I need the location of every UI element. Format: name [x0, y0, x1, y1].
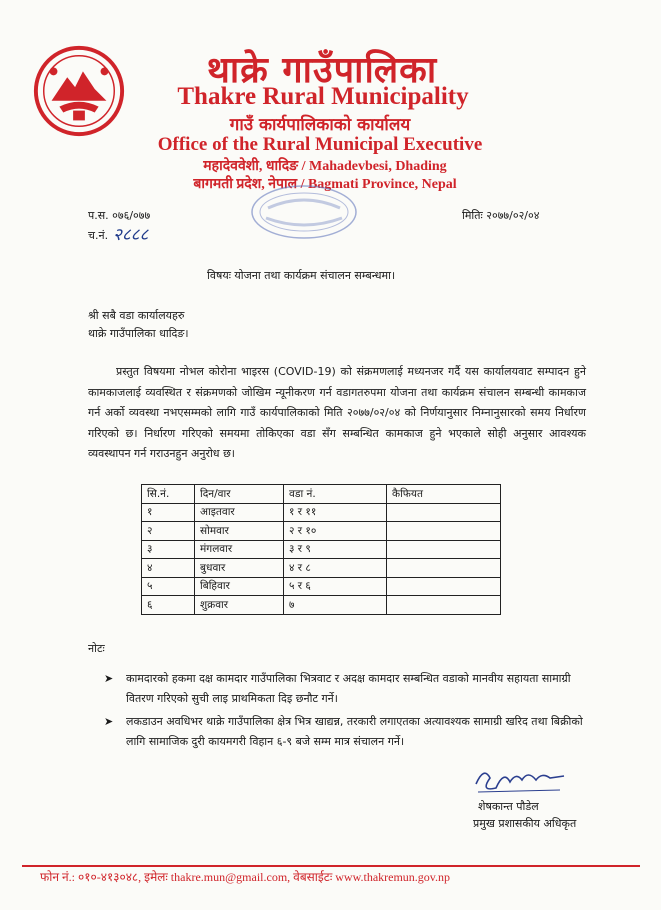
table-cell: आइतवार: [195, 503, 284, 522]
table-cell: २: [142, 522, 195, 541]
letter-date: मितिः २०७७/०२/०४: [462, 209, 540, 222]
chalani-number: २८८८: [113, 225, 149, 245]
table-cell: बुधवार: [195, 559, 284, 578]
note-text: कामदारको हकमा दक्ष कामदार गाउँपालिका भित्रवाट र अदक्ष कामदार सम्बन्धित वडाको मानवीय सहायता सामाग्री वितरण गरिएको सुची लाइ प्राथमिकता दिइ छनौट गर्ने।: [126, 672, 571, 705]
arrow-bullet-icon: ➤: [104, 672, 114, 685]
table-cell: ३ र ९: [284, 540, 387, 559]
table-cell: सोमवार: [195, 522, 284, 541]
signature-icon: [470, 762, 570, 802]
table-row: [142, 577, 501, 596]
table-cell: ५ र ६: [284, 577, 387, 596]
reference-number: प.स. ०७६/०७७: [88, 209, 151, 222]
table-cell: [387, 540, 501, 559]
table-cell: [387, 522, 501, 541]
table-cell: ४: [142, 559, 195, 578]
footer-divider: [22, 865, 640, 867]
note-text: लकडाउन अवधिभर थाक्रे गाउँपालिका क्षेत्र भित्र खाद्यन्न, तरकारी लगाएतका अत्यावश्यक सामाग्री खरिद तथा बिक्रीको लागि सामाजिक दुरी कायमगरी विहान ६-९ बजे सम्म मात्र संचालन गर्ने।: [126, 715, 583, 748]
table-cell: मंगलवार: [195, 540, 284, 559]
column-header: दिन/वार: [195, 485, 284, 504]
list-item: [104, 669, 594, 709]
table-row: [142, 522, 501, 541]
schedule-table: [141, 484, 501, 615]
notes-heading: नोटः: [88, 642, 105, 655]
table-cell: १ र ११: [284, 503, 387, 522]
table-cell: ५: [142, 577, 195, 596]
table-cell: १: [142, 503, 195, 522]
table-row: [142, 596, 501, 615]
table-cell: ६: [142, 596, 195, 615]
arrow-bullet-icon: ➤: [104, 715, 114, 728]
signatory-name: शेषकान्त पौडेल: [478, 800, 539, 813]
table-cell: ७: [284, 596, 387, 615]
table-cell: शुक्रवार: [195, 596, 284, 615]
recipient-line-2: थाक्रे गाउँपालिका धादिङ।: [88, 327, 189, 340]
table-row: [142, 540, 501, 559]
column-header: कैफियत: [387, 485, 501, 504]
recipient-line-1: श्री सबै वडा कार्यालयहरु: [88, 309, 185, 322]
address-line-1: महादेववेशी, धादिङ / Mahadevbesi, Dhading: [203, 159, 447, 174]
office-name-en: Office of the Rural Municipal Executive: [157, 134, 483, 155]
table-header-row: [142, 485, 501, 504]
municipality-name-np: थाक्रे गाउँपालिका: [206, 49, 438, 91]
list-item: [104, 712, 594, 752]
letter-subject: विषयः योजना तथा कार्यक्रम संचालन सम्बन्धमा।: [207, 269, 396, 282]
column-header: वडा नं.: [284, 485, 387, 504]
table-cell: बिहिवार: [195, 577, 284, 596]
table-row: [142, 559, 501, 578]
table-cell: [387, 503, 501, 522]
notes-list: [104, 669, 594, 755]
table-cell: [387, 577, 501, 596]
column-header: सि.नं.: [142, 485, 195, 504]
table-cell: ३: [142, 540, 195, 559]
table-cell: [387, 559, 501, 578]
chalani-label: च.नं.: [88, 229, 109, 242]
table-cell: [387, 596, 501, 615]
letter-body: प्रस्तुत विषयमा नोभल कोरोना भाइरस (COVID-19) को संक्रमणलाई मध्यनजर गर्दै यस कार्यालयवाट सम्पादन हुने कामकाजलाई व्यवस्थित र संक्रमणको जोखिम न्यूनीकरण गर्न वडागतरुपमा योजना तथा कार्यक्रम संचालन सम्बन्धी कामकाज गर्न अर्को व्यवस्था नभएसम्मको लागि गाउँ कार्यपालिकाको मिति २०७७/०२/०४ को निर्णयानुसार निम्नानुसारको समय निर्धारण गरिएको छ। निर्धारण गरिएको समयमा तोकिएका वडा सँग सम्बन्धित कामकाज हुने भएकाले सोही अनुसार आवश्यक व्यवस्थापन गर्न गराउनहुन अनुरोध छ।: [88, 365, 586, 460]
office-name-np: गाउँ कार्यपालिकाको कार्यालय: [229, 115, 411, 135]
table-cell: ४ र ८: [284, 559, 387, 578]
table-cell: २ र १०: [284, 522, 387, 541]
office-stamp-icon: [248, 182, 360, 242]
signatory-title: प्रमुख प्रशासकीय अधिकृत: [473, 817, 577, 830]
address-line-2: बागमती प्रदेश, नेपाल / Bagmati Province, Nepal: [193, 177, 457, 192]
table-row: [142, 503, 501, 522]
municipality-name-en: Thakre Rural Municipality: [177, 83, 469, 110]
footer-contact: फोन नं.: ०१०-४१३०४८, इमेलः thakre.mun@gmail.com, वेबसाईटः www.thakremun.gov.np: [40, 870, 451, 884]
nepal-emblem-icon: [30, 42, 128, 140]
